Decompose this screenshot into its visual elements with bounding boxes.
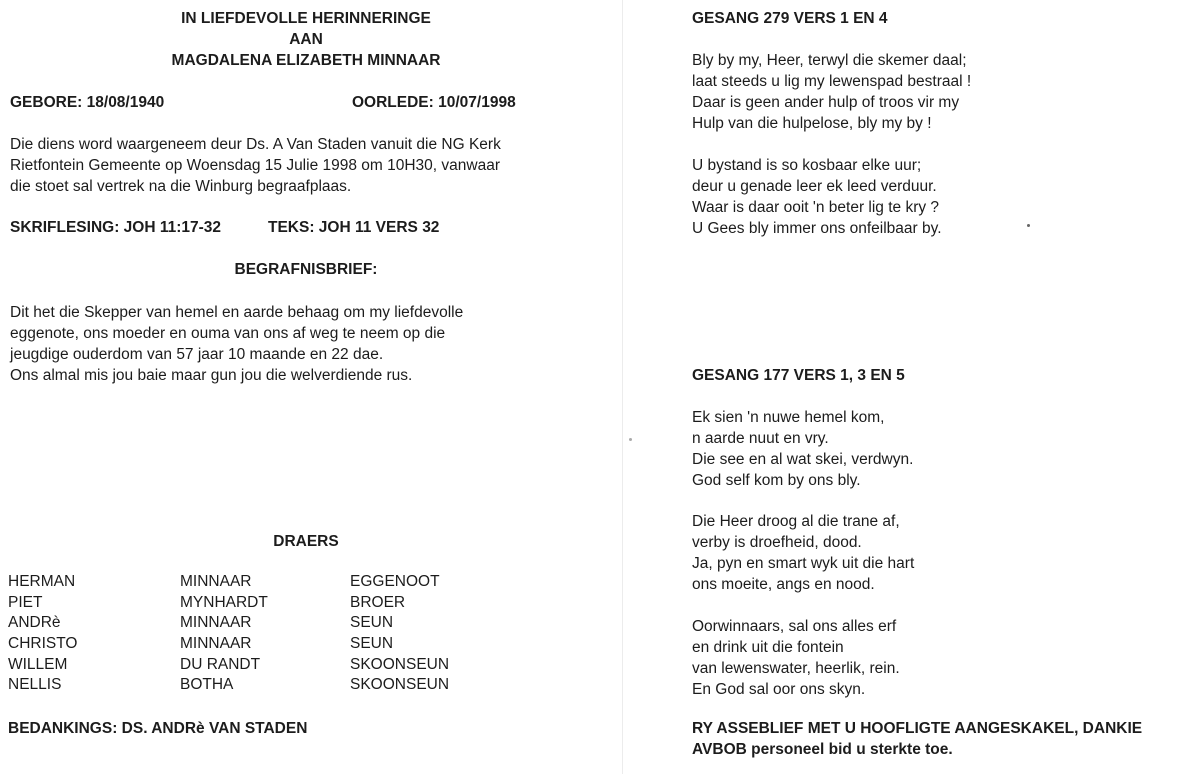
- bearer-first-name: NELLIS: [8, 676, 62, 693]
- bearer-first-name: WILLEM: [8, 656, 68, 673]
- hymn-177-title: GESANG 177 VERS 1, 3 EN 5: [692, 367, 905, 384]
- hymn-line: n aarde nuut en vry.: [692, 430, 829, 447]
- bearer-first-name: HERMAN: [8, 573, 76, 590]
- letter-line: Ons almal mis jou baie maar gun jou die welverdiende rus.: [10, 367, 413, 384]
- bearer-relation: BROER: [350, 594, 406, 611]
- bearer-surname: MINNAAR: [180, 614, 252, 631]
- hymn-line: Ja, pyn en smart wyk uit die hart: [692, 555, 915, 572]
- bearer-surname: BOTHA: [180, 676, 234, 693]
- hymn-line: Die see en al wat skei, verdwyn.: [692, 451, 914, 468]
- hymn-line: Daar is geen ander hulp of troos vir my: [692, 94, 960, 111]
- headlights-request: RY ASSEBLIEF MET U HOOFLIGTE AANGESKAKEL, DANKIE: [692, 720, 1143, 737]
- hymn-line: Waar is daar ooit 'n beter lig te kry ?: [692, 199, 940, 216]
- hymn-line: Oorwinnaars, sal ons alles erf: [692, 618, 897, 635]
- hymn-line: Ek sien 'n nuwe hemel kom,: [692, 409, 885, 426]
- avbob-message: AVBOB personeel bid u sterkte toe.: [692, 741, 953, 758]
- letter-title: BEGRAFNISBRIEF:: [234, 261, 378, 278]
- bearer-relation: SEUN: [350, 635, 394, 652]
- thanks-note: BEDANKINGS: DS. ANDRè VAN STADEN: [8, 720, 308, 737]
- deceased-name: MAGDALENA ELIZABETH MINNAAR: [171, 52, 441, 69]
- hymn-line: Hulp van die hulpelose, bly my by !: [692, 115, 932, 132]
- death-date: OORLEDE: 10/07/1998: [352, 94, 516, 111]
- hymn-line: Die Heer droog al die trane af,: [692, 513, 900, 530]
- bearer-relation: SKOONSEUN: [350, 676, 450, 693]
- sermon-text: TEKS: JOH 11 VERS 32: [268, 219, 440, 236]
- service-line: Die diens word waargeneem deur Ds. A Van Staden vanuit die NG Kerk: [10, 136, 501, 153]
- hymn-279-title: GESANG 279 VERS 1 EN 4: [692, 10, 888, 27]
- heading-line-2: AAN: [289, 31, 323, 48]
- hymn-line: deur u genade leer ek leed verduur.: [692, 178, 937, 195]
- service-line: Rietfontein Gemeente op Woensdag 15 Julie 1998 om 10H30, vanwaar: [10, 157, 500, 174]
- bearer-first-name: ANDRè: [8, 614, 61, 631]
- bearer-surname: MINNAAR: [180, 573, 252, 590]
- hymn-line: en drink uit die fontein: [692, 639, 844, 656]
- birth-date: GEBORE: 18/08/1940: [10, 94, 165, 111]
- hymn-line: En God sal oor ons skyn.: [692, 681, 866, 698]
- right-page: [612, 0, 1200, 774]
- bearer-surname: MINNAAR: [180, 635, 252, 652]
- hymn-line: U Gees bly immer ons onfeilbaar by.: [692, 220, 942, 237]
- letter-line: eggenote, ons moeder en ouma van ons af weg te neem op die: [10, 325, 446, 342]
- bearer-surname: MYNHARDT: [180, 594, 268, 611]
- hymn-line: van lewenswater, heerlik, rein.: [692, 660, 900, 677]
- letter-line: jeugdige ouderdom van 57 jaar 10 maande en 22 dae.: [10, 346, 384, 363]
- bearer-surname: DU RANDT: [180, 656, 261, 673]
- bearers-title: DRAERS: [273, 533, 339, 550]
- hymn-line: U bystand is so kosbaar elke uur;: [692, 157, 922, 174]
- hymn-line: verby is droefheid, dood.: [692, 534, 862, 551]
- hymn-line: Bly by my, Heer, terwyl die skemer daal;: [692, 52, 967, 69]
- bearer-first-name: CHRISTO: [8, 635, 78, 652]
- scripture-reading: SKRIFLESING: JOH 11:17-32: [10, 219, 222, 236]
- hymn-line: ons moeite, angs en nood.: [692, 576, 875, 593]
- bearer-relation: SEUN: [350, 614, 394, 631]
- bearer-first-name: PIET: [8, 594, 43, 611]
- bearer-relation: SKOONSEUN: [350, 656, 450, 673]
- heading-line-1: IN LIEFDEVOLLE HERINNERINGE: [181, 10, 431, 27]
- service-line: die stoet sal vertrek na die Winburg begraafplaas.: [10, 178, 352, 195]
- letter-line: Dit het die Skepper van hemel en aarde behaag om my liefdevolle: [10, 304, 464, 321]
- hymn-line: God self kom by ons bly.: [692, 472, 861, 489]
- hymn-line: laat steeds u lig my lewenspad bestraal !: [692, 73, 972, 90]
- bearer-relation: EGGENOOT: [350, 573, 440, 590]
